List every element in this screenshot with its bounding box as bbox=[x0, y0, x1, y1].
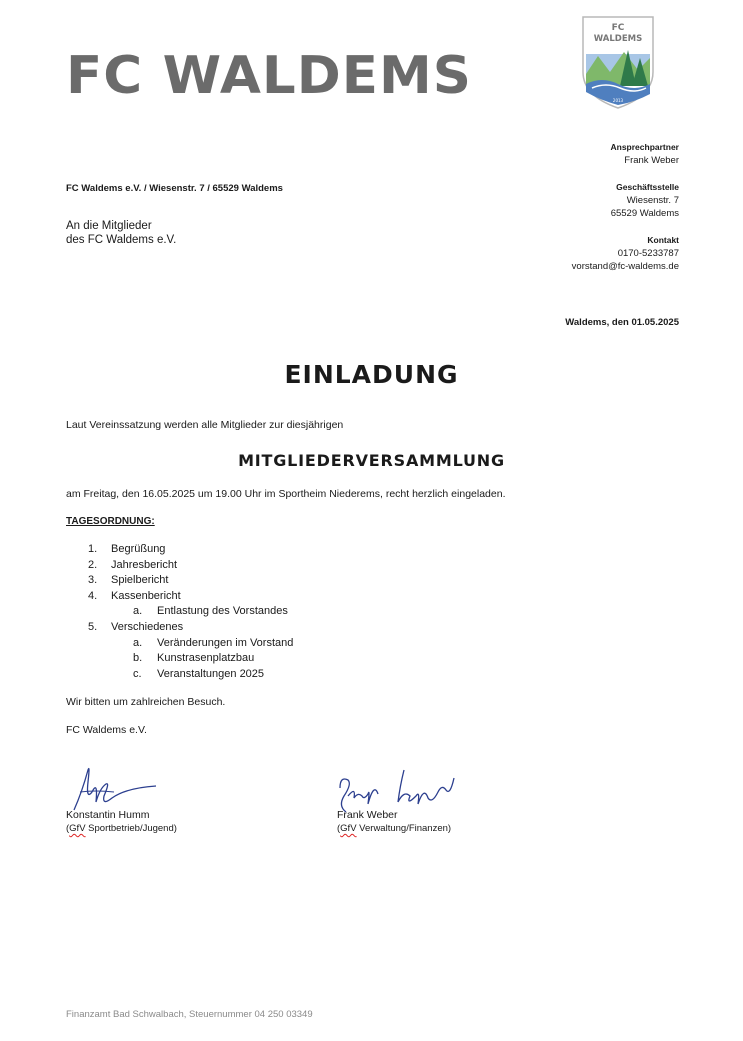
agenda-item-text: Begrüßung bbox=[111, 543, 166, 555]
intro-text: Laut Vereinssatzung werden alle Mitglieder zur diesjährigen bbox=[66, 419, 344, 431]
agenda-subitem-text: Veränderungen im Vorstand bbox=[157, 636, 294, 649]
signatory-role-abbr: GfV bbox=[340, 823, 357, 834]
agenda-subitem-letter: b. bbox=[133, 652, 143, 665]
agenda-subitem-letter: a. bbox=[133, 605, 143, 618]
agenda-subitem-text: Kunstrasenplatzbau bbox=[157, 652, 255, 665]
footer-tax-info: Finanzamt Bad Schwalbach, Steuernummer 04 250 03349 bbox=[66, 1009, 313, 1020]
agenda-item-number: 4. bbox=[88, 589, 98, 602]
crest-text-top: FC bbox=[611, 23, 625, 33]
signature-humm bbox=[66, 762, 166, 814]
contact-phone: 0170-5233787 bbox=[617, 248, 679, 259]
contact-block bbox=[479, 141, 679, 282]
agenda-item-text: Kassenbericht bbox=[111, 589, 181, 602]
agenda-item-text: Spielbericht bbox=[111, 574, 169, 587]
signatory-role-abbr: GfV bbox=[69, 823, 86, 834]
agenda-subitem-text: Veranstaltungen 2025 bbox=[157, 667, 265, 680]
crest-year: 2013 bbox=[612, 98, 624, 103]
office-city: 65529 Waldems bbox=[610, 208, 679, 219]
signatory-role-text: Verwaltung/Finanzen) bbox=[356, 823, 452, 834]
contact-email: vorstand@fc-waldems.de bbox=[571, 261, 679, 272]
signatory-role: (GfV Verwaltung/Finanzen) bbox=[337, 823, 452, 834]
office-label: Geschäftsstelle bbox=[616, 182, 679, 192]
agenda-subitem-letter: c. bbox=[133, 667, 142, 680]
signature-block-weber bbox=[337, 809, 451, 835]
agenda-subitem-letter: a. bbox=[133, 636, 143, 649]
agenda-item-text: Jahresbericht bbox=[111, 558, 178, 571]
document-title: EINLADUNG bbox=[284, 360, 459, 389]
agenda-item-number: 2. bbox=[88, 558, 98, 571]
contact-label: Kontakt bbox=[647, 235, 679, 245]
signatory-role: (GfV Sportbetrieb/Jugend) bbox=[66, 823, 177, 834]
closing-request: Wir bitten um zahlreichen Besuch. bbox=[66, 696, 226, 708]
signature-block-humm bbox=[66, 809, 177, 835]
sender-line: FC Waldems e.V. / Wiesenstr. 7 / 65529 Waldems bbox=[66, 183, 283, 194]
closing-club-name: FC Waldems e.V. bbox=[66, 724, 147, 736]
document-subtitle: MITGLIEDERVERSAMMLUNG bbox=[238, 451, 505, 470]
recipient-line-1: An die Mitglieder bbox=[66, 220, 152, 232]
club-crest-logo bbox=[580, 14, 656, 110]
agenda-subitem-text: Entlastung des Vorstandes bbox=[157, 605, 288, 618]
recipient-line-2: des FC Waldems e.V. bbox=[66, 234, 177, 246]
agenda-item-number: 5. bbox=[88, 620, 98, 633]
contact-person: Frank Weber bbox=[624, 155, 679, 166]
signatory-name: Konstantin Humm bbox=[66, 809, 150, 821]
agenda-item-number: 1. bbox=[88, 543, 98, 555]
recipient-address bbox=[66, 219, 176, 247]
crest-text-name: WALDEMS bbox=[593, 34, 643, 44]
agenda-heading: TAGESORDNUNG: bbox=[66, 516, 155, 527]
agenda-item-text: Verschiedenes bbox=[111, 620, 184, 633]
signatory-name: Frank Weber bbox=[337, 809, 398, 821]
date-line: Waldems, den 01.05.2025 bbox=[565, 317, 679, 328]
office-street: Wiesenstr. 7 bbox=[626, 195, 679, 206]
agenda-item-number: 3. bbox=[88, 574, 98, 587]
invitation-text: am Freitag, den 16.05.2025 um 19.00 Uhr im Sportheim Niederems, recht herzlich eingeladen. bbox=[66, 488, 506, 500]
signatory-role-text: Sportbetrieb/Jugend) bbox=[85, 823, 177, 834]
brand-wordmark: FC WALDEMS bbox=[66, 46, 473, 106]
contact-person-label: Ansprechpartner bbox=[610, 142, 679, 152]
